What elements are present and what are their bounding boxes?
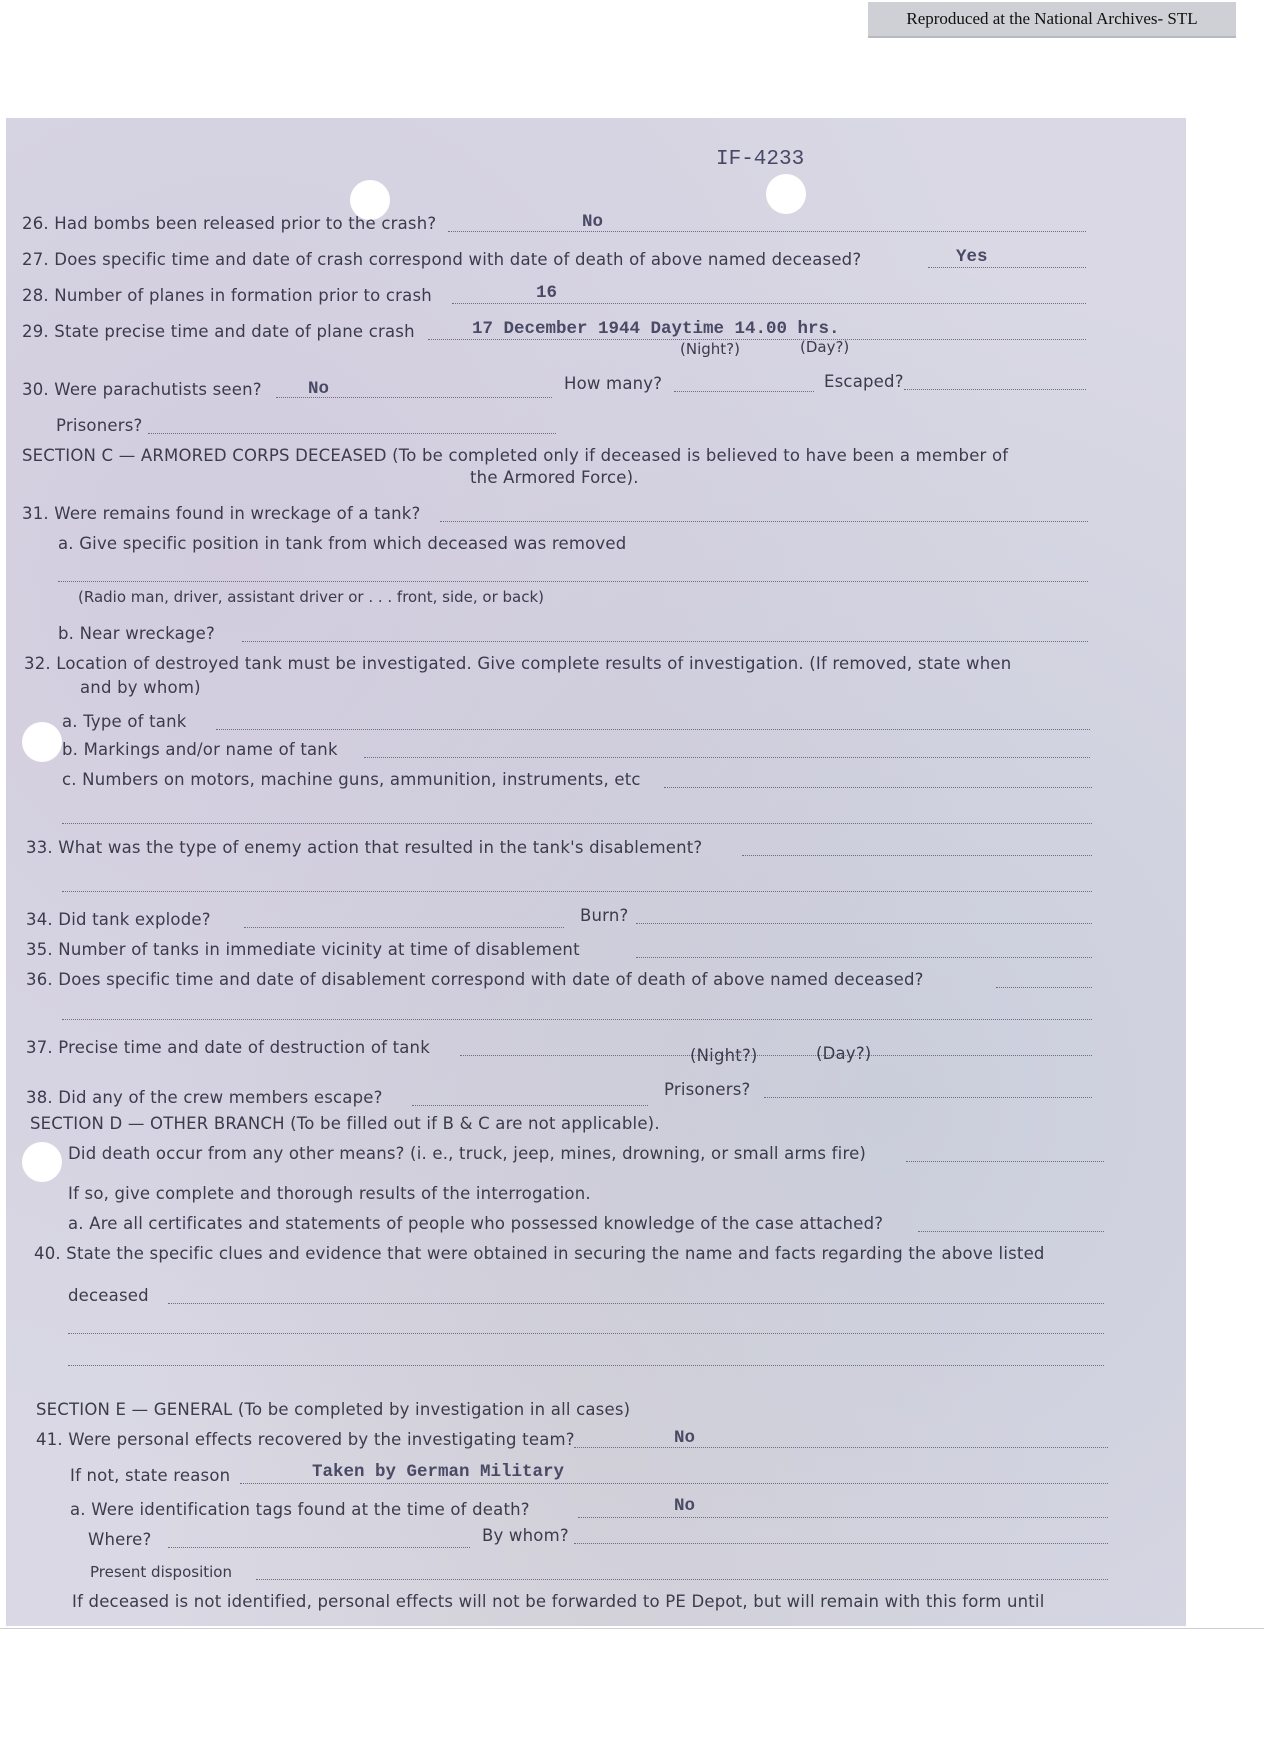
q30-prisoners-line bbox=[148, 433, 556, 434]
q41-answer: No bbox=[674, 1428, 696, 1448]
q29-answer-line bbox=[428, 339, 1086, 340]
q30-escaped-label: Escaped? bbox=[824, 372, 904, 391]
q34-burn-label: Burn? bbox=[580, 906, 629, 925]
q26-label: 26. Had bombs been released prior to the crash? bbox=[22, 214, 437, 233]
q32a-label: a. Type of tank bbox=[62, 712, 187, 731]
q36-answer-line-2 bbox=[62, 1019, 1092, 1020]
q39a-label: a. Are all certificates and statements of people who possessed knowledge of the case attached? bbox=[68, 1214, 884, 1233]
q29-answer: 17 December 1944 Daytime 14.00 hrs. bbox=[472, 319, 840, 339]
q27-label: 27. Does specific time and date of crash correspond with date of death of above named deceased? bbox=[22, 250, 862, 269]
document-id: IF-4233 bbox=[716, 148, 805, 171]
q26-answer-line bbox=[448, 231, 1086, 232]
page-bottom-rule bbox=[0, 1628, 1264, 1629]
q28-answer-line bbox=[452, 303, 1086, 304]
q39-answer-line bbox=[906, 1161, 1104, 1162]
q38-prisoners-label: Prisoners? bbox=[664, 1080, 751, 1099]
q32c-label: c. Numbers on motors, machine guns, ammunition, instruments, etc bbox=[62, 770, 641, 789]
q41-reason-answer: Taken by German Military bbox=[312, 1462, 565, 1482]
q30-how-many-line bbox=[674, 391, 814, 392]
q30-how-many-label: How many? bbox=[564, 374, 663, 393]
punch-hole bbox=[766, 174, 806, 214]
q37-day-label: (Day?) bbox=[816, 1044, 872, 1063]
q41-where-label: Where? bbox=[88, 1530, 152, 1549]
q31-label: 31. Were remains found in wreckage of a tank? bbox=[22, 504, 421, 523]
q33-label: 33. What was the type of enemy action that resulted in the tank's disablement? bbox=[26, 838, 703, 857]
q41-reason-label: If not, state reason bbox=[70, 1466, 231, 1485]
q36-label: 36. Does specific time and date of disablement correspond with date of death of above named deceased? bbox=[26, 970, 924, 989]
q41-where-line bbox=[168, 1547, 470, 1548]
q41-by-whom-label: By whom? bbox=[482, 1526, 569, 1545]
q39a-answer-line bbox=[918, 1231, 1104, 1232]
q41a-answer: No bbox=[674, 1496, 696, 1516]
q30-answer: No bbox=[308, 379, 330, 399]
q37-night-label: (Night?) bbox=[690, 1046, 758, 1065]
q41-by-whom-line bbox=[574, 1543, 1108, 1544]
q38-answer-line bbox=[412, 1105, 648, 1106]
q31a-label: a. Give specific position in tank from which deceased was removed bbox=[58, 534, 627, 553]
punch-hole bbox=[22, 722, 62, 762]
q41-answer-line bbox=[574, 1447, 1108, 1448]
q32-label: 32. Location of destroyed tank must be investigated. Give complete results of investigation. (If removed, state when bbox=[24, 654, 1012, 673]
q27-answer: Yes bbox=[956, 247, 988, 267]
q32c-answer-line-2 bbox=[62, 823, 1092, 824]
q37-answer-line bbox=[460, 1055, 1092, 1056]
q30-prisoners-label: Prisoners? bbox=[56, 416, 143, 435]
q41-label: 41. Were personal effects recovered by the investigating team? bbox=[36, 1430, 575, 1449]
section-c-heading-cont: the Armored Force). bbox=[470, 468, 639, 487]
q33-answer-line bbox=[742, 855, 1092, 856]
q32-label-cont: and by whom) bbox=[80, 678, 201, 697]
q40-answer-line bbox=[168, 1303, 1104, 1304]
q41a-label: a. Were identification tags found at the time of death? bbox=[70, 1500, 530, 1519]
q34-answer-line bbox=[244, 927, 564, 928]
q37-label: 37. Precise time and date of destruction of tank bbox=[26, 1038, 430, 1057]
q30-label: 30. Were parachutists seen? bbox=[22, 380, 262, 399]
q38-label: 38. Did any of the crew members escape? bbox=[26, 1088, 383, 1107]
q28-label: 28. Number of planes in formation prior to crash bbox=[22, 286, 432, 305]
punch-hole bbox=[22, 1142, 62, 1182]
q39-label: Did death occur from any other means? (i. e., truck, jeep, mines, drowning, or small arms fire) bbox=[68, 1144, 867, 1163]
q40-label: 40. State the specific clues and evidence that were obtained in securing the name and facts regarding the above listed bbox=[34, 1244, 1045, 1263]
q33-answer-line-2 bbox=[62, 891, 1092, 892]
q29-label: 29. State precise time and date of plane crash bbox=[22, 322, 415, 341]
q31-note: (Radio man, driver, assistant driver or . . . front, side, or back) bbox=[78, 588, 545, 606]
q40-answer-line-2 bbox=[68, 1333, 1104, 1334]
q40-label-cont: deceased bbox=[68, 1286, 149, 1305]
q30-escaped-line bbox=[904, 389, 1086, 390]
q38-prisoners-line bbox=[764, 1097, 1092, 1098]
q31a-answer-line bbox=[58, 581, 1088, 582]
q41-disposition-label: Present disposition bbox=[90, 1563, 232, 1581]
section-c-heading: SECTION C — ARMORED CORPS DECEASED (To be completed only if deceased is believed to have been a member of bbox=[22, 446, 1009, 465]
q32b-label: b. Markings and/or name of tank bbox=[62, 740, 338, 759]
q41-disposition-line bbox=[256, 1579, 1108, 1580]
q31-answer-line bbox=[440, 521, 1088, 522]
section-d-heading: SECTION D — OTHER BRANCH (To be filled out if B & C are not applicable). bbox=[30, 1114, 660, 1133]
q35-answer-line bbox=[636, 957, 1092, 958]
q31b-label: b. Near wreckage? bbox=[58, 624, 215, 643]
q29-day-label: (Day?) bbox=[800, 338, 850, 356]
archive-stamp: Reproduced at the National Archives- STL bbox=[868, 2, 1236, 38]
q41-reason-line bbox=[240, 1483, 1108, 1484]
q28-answer: 16 bbox=[536, 283, 558, 303]
q32b-answer-line bbox=[364, 757, 1090, 758]
q32c-answer-line bbox=[664, 787, 1092, 788]
q29-night-label: (Night?) bbox=[680, 340, 740, 358]
q34-label: 34. Did tank explode? bbox=[26, 910, 211, 929]
q39-label-cont: If so, give complete and thorough results of the interrogation. bbox=[68, 1184, 591, 1203]
q26-answer: No bbox=[582, 212, 604, 232]
q41-footer-note: If deceased is not identified, personal effects will not be forwarded to PE Depot, but will remain with this form until bbox=[72, 1592, 1045, 1611]
q31b-answer-line bbox=[242, 641, 1088, 642]
q41a-answer-line bbox=[578, 1517, 1108, 1518]
section-e-heading: SECTION E — GENERAL (To be completed by investigation in all cases) bbox=[36, 1400, 631, 1419]
q35-label: 35. Number of tanks in immediate vicinity at time of disablement bbox=[26, 940, 580, 959]
q36-answer-line bbox=[996, 987, 1092, 988]
q27-answer-line bbox=[928, 267, 1086, 268]
q40-answer-line-3 bbox=[68, 1365, 1104, 1366]
q34-burn-line bbox=[636, 923, 1092, 924]
q32a-answer-line bbox=[216, 729, 1090, 730]
